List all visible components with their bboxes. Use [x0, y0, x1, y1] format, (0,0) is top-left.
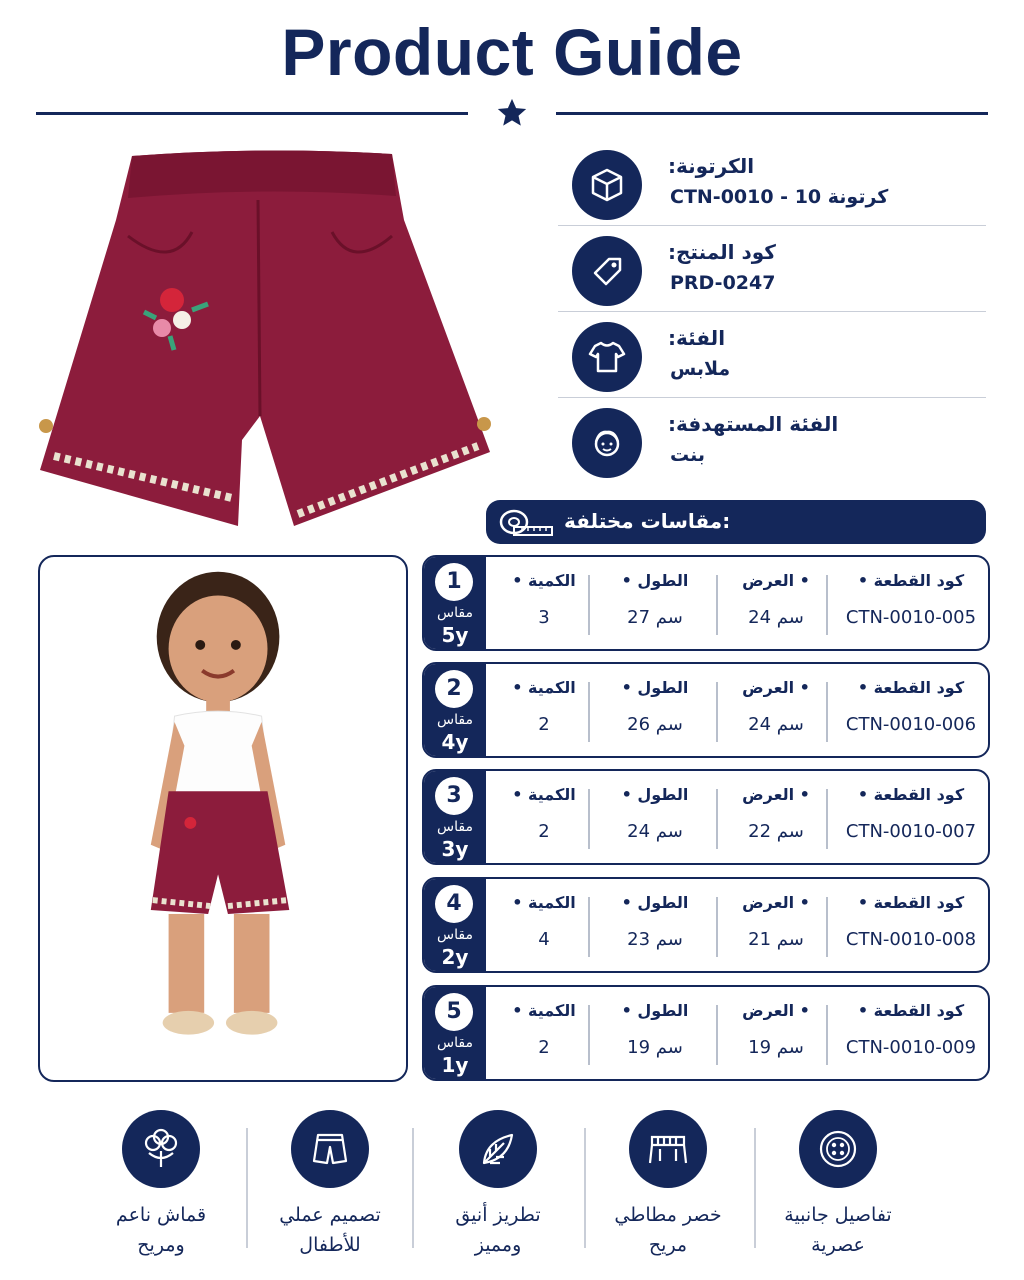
code-value: CTN-0010-007 [845, 821, 977, 842]
feature-line2: ومميز [474, 1234, 522, 1256]
size-tab [424, 771, 486, 863]
tape-measure-icon [498, 506, 554, 538]
size-card [422, 662, 990, 758]
size-number: 2 [435, 670, 473, 708]
column-separator [716, 575, 718, 635]
col-header-length: • الطول [621, 571, 689, 590]
column-separator [716, 682, 718, 742]
column-separator [716, 1005, 718, 1065]
col-header-code: • كود القطعة [857, 893, 965, 912]
info-label: كود المنتج: [668, 240, 776, 264]
column-separator [826, 789, 828, 849]
size-tab-label: مقاس [437, 819, 473, 835]
col-header-qty: • الكمية [512, 785, 576, 804]
qty-value: 2 [538, 821, 550, 842]
size-card [422, 985, 990, 1081]
column-separator [588, 575, 590, 635]
qty-value: 3 [538, 607, 550, 628]
col-header-length: • الطول [621, 678, 689, 697]
size-tab-label: مقاس [437, 927, 473, 943]
column-separator [588, 897, 590, 957]
feature-line1: تفاصيل جانبية [784, 1204, 892, 1226]
info-value: PRD-0247 [670, 272, 776, 294]
feature-elastic-waist [583, 1110, 753, 1260]
size-tab-label: مقاس [437, 1035, 473, 1051]
size-tab [424, 557, 486, 649]
size-number: 4 [435, 885, 473, 923]
info-label: الفئة المستهدفة: [668, 412, 839, 436]
size-number: 1 [435, 563, 473, 601]
info-value: ملابس [670, 358, 731, 380]
col-header-qty: • الكمية [512, 893, 576, 912]
feature-line2: ومريح [137, 1234, 185, 1256]
col-header-width: العرض • [742, 893, 810, 912]
tag-icon [572, 236, 642, 306]
col-header-code: • كود القطعة [857, 785, 965, 804]
size-tab [424, 664, 486, 756]
col-header-code: • كود القطعة [857, 678, 965, 697]
size-value: 5y [441, 623, 469, 647]
column-separator [716, 897, 718, 957]
sizes-header-label: مقاسات مختلفة: [564, 509, 731, 533]
model-photo [38, 555, 408, 1082]
sizes-header [486, 500, 986, 544]
width-value: 22 سم [748, 821, 804, 842]
info-label: الكرتونة: [668, 154, 755, 178]
feature-side-details [753, 1110, 923, 1260]
size-card [422, 877, 990, 973]
width-value: 19 سم [748, 1037, 804, 1058]
size-tab-label: مقاس [437, 712, 473, 728]
info-value: بنت [670, 444, 706, 466]
col-header-qty: • الكمية [512, 678, 576, 697]
column-separator [588, 1005, 590, 1065]
size-tab [424, 987, 486, 1079]
feature-line2: عصرية [811, 1234, 865, 1256]
code-value: CTN-0010-009 [845, 1037, 977, 1058]
feature-line2: للأطفال [299, 1234, 361, 1256]
column-separator [588, 789, 590, 849]
qty-value: 4 [538, 929, 550, 950]
size-tab-label: مقاس [437, 605, 473, 621]
title-divider-right [556, 112, 988, 115]
col-header-length: • الطول [621, 893, 689, 912]
code-value: CTN-0010-005 [845, 607, 977, 628]
col-header-code: • كود القطعة [857, 1001, 965, 1020]
info-row-target [558, 398, 986, 484]
col-header-width: العرض • [742, 785, 810, 804]
title-divider-left [36, 112, 468, 115]
col-header-width: العرض • [742, 678, 810, 697]
col-header-width: العرض • [742, 1001, 810, 1020]
column-separator [826, 682, 828, 742]
column-separator [716, 789, 718, 849]
size-value: 1y [441, 1053, 469, 1077]
feature-line1: خصر مطاطي [614, 1204, 722, 1226]
code-value: CTN-0010-008 [845, 929, 977, 950]
qty-value: 2 [538, 1037, 550, 1058]
length-value: 26 سم [627, 714, 683, 735]
length-value: 19 سم [627, 1037, 683, 1058]
length-value: 27 سم [627, 607, 683, 628]
length-value: 23 سم [627, 929, 683, 950]
length-value: 24 سم [627, 821, 683, 842]
feature-line1: تصميم عملي [279, 1204, 381, 1226]
size-value: 4y [441, 730, 469, 754]
star-icon [494, 96, 530, 130]
column-separator [588, 682, 590, 742]
info-row-product-code [558, 226, 986, 312]
size-card [422, 555, 990, 651]
col-header-code: • كود القطعة [857, 571, 965, 590]
column-separator [826, 575, 828, 635]
qty-value: 2 [538, 714, 550, 735]
col-header-length: • الطول [621, 785, 689, 804]
size-tab [424, 879, 486, 971]
size-number: 3 [435, 777, 473, 815]
girl-face-icon [572, 408, 642, 478]
tshirt-icon [572, 322, 642, 392]
column-separator [826, 1005, 828, 1065]
button-icon [799, 1110, 877, 1188]
size-value: 2y [441, 945, 469, 969]
feature-line1: تطريز أنيق [455, 1204, 541, 1226]
page-title: Product Guide [281, 15, 743, 89]
column-separator [826, 897, 828, 957]
col-header-length: • الطول [621, 1001, 689, 1020]
leaf-icon [459, 1110, 537, 1188]
feature-soft-fabric [76, 1110, 246, 1260]
shorts-icon [291, 1110, 369, 1188]
feature-practical-design [245, 1110, 415, 1260]
col-header-qty: • الكمية [512, 1001, 576, 1020]
col-header-width: العرض • [742, 571, 810, 590]
width-value: 21 سم [748, 929, 804, 950]
feature-embroidery [413, 1110, 583, 1260]
width-value: 24 سم [748, 607, 804, 628]
code-value: CTN-0010-006 [845, 714, 977, 735]
box-icon [572, 150, 642, 220]
size-card [422, 769, 990, 865]
info-label: الفئة: [668, 326, 726, 350]
width-value: 24 سم [748, 714, 804, 735]
feature-line2: مريح [648, 1234, 688, 1256]
info-value: CTN-0010 - 10 كرتونة [670, 186, 889, 208]
size-value: 3y [441, 837, 469, 861]
feature-line1: قماش ناعم [115, 1204, 207, 1226]
info-row-category [558, 312, 986, 398]
waistband-icon [629, 1110, 707, 1188]
size-number: 5 [435, 993, 473, 1031]
col-header-qty: • الكمية [512, 571, 576, 590]
info-row-carton [558, 140, 986, 226]
cotton-icon [122, 1110, 200, 1188]
product-image [32, 140, 502, 540]
